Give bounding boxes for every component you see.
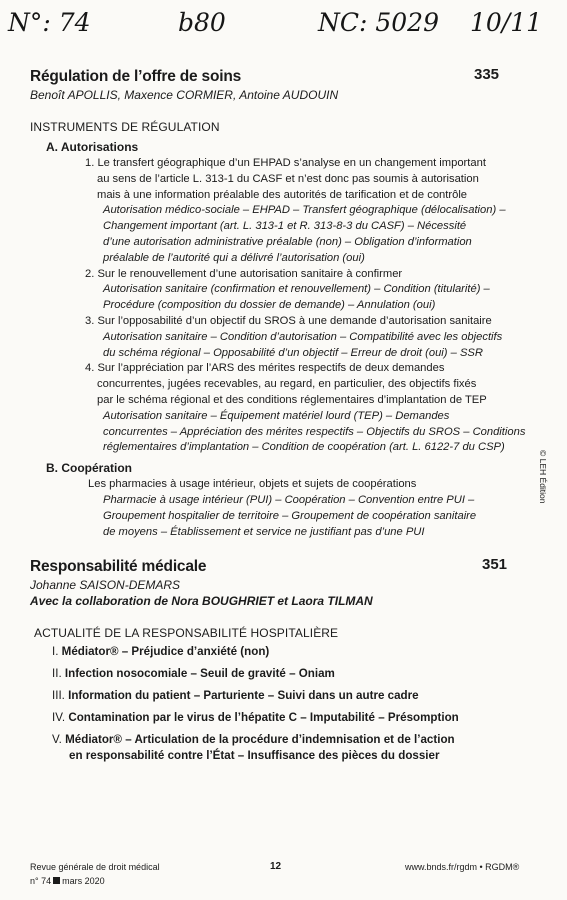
section-author: Johanne SAISON-DEMARS bbox=[30, 578, 181, 592]
cooperation-line: de moyens – Établissement et service ne justifiant pas d’une PUI bbox=[103, 526, 425, 538]
autorisation-line: 3. Sur l’opposabilité d’un objectif du SROS à une demande d’autorisation sanitaire bbox=[85, 315, 492, 327]
autorisation-line: concurrentes – Appréciation des mérites respectifs – Objectifs du SROS – Conditions bbox=[103, 425, 526, 438]
responsabilite-item bbox=[52, 645, 269, 658]
item-number: V. bbox=[52, 733, 66, 746]
footer-issue-date: mars 2020 bbox=[62, 876, 105, 886]
autorisation-line: Autorisation sanitaire – Condition d’autorisation – Compatibilité avec les objectifs bbox=[103, 330, 503, 343]
item-number: II. bbox=[52, 667, 65, 680]
autorisation-line: Procédure (composition du dossier de demande) – Annulation (oui) bbox=[103, 299, 436, 312]
handwritten-initials: b80 bbox=[178, 8, 226, 37]
responsabilite-item bbox=[52, 733, 455, 746]
autorisation-line: par le schéma régional et des conditions réglementaires d’implantation de TEP bbox=[97, 394, 487, 406]
footer-issue-number: n° 74 bbox=[30, 876, 52, 886]
item-number: III. bbox=[52, 689, 69, 702]
item-title: Contamination par le virus de l’hépatite C – Imputabilité – Présomption bbox=[68, 711, 459, 724]
square-bullet-icon bbox=[53, 877, 60, 884]
item-number: IV. bbox=[52, 711, 69, 724]
autorisation-line: concurrentes, jugées recevables, au regard, en particulier, des objectifs fixés bbox=[97, 378, 477, 391]
item-title: en responsabilité contre l’État – Insuffisance des pièces du dossier bbox=[69, 749, 440, 762]
section-title-responsabilite: Responsabilité médicale bbox=[30, 558, 207, 575]
item-title: Médiator® – Préjudice d’anxiété (non) bbox=[61, 645, 270, 658]
handwritten-fraction: 10/11 bbox=[470, 8, 543, 37]
autorisation-line: au sens de l’article L. 313-1 du CASF et n’est donc pas soumis à autorisation bbox=[97, 172, 479, 185]
section-heading: ACTUALITÉ DE LA RESPONSABILITÉ HOSPITALIÈRE bbox=[34, 626, 339, 640]
item-title: Infection nosocomiale – Seuil de gravité – Oniam bbox=[64, 667, 335, 680]
item-title: Médiator® – Articulation de la procédure d’indemnisation et de l’action bbox=[65, 733, 455, 746]
autorisation-line: Autorisation sanitaire (confirmation et renouvellement) – Condition (titularité) – bbox=[103, 283, 490, 296]
section-heading: INSTRUMENTS DE RÉGULATION bbox=[30, 120, 220, 134]
autorisation-line: réglementaires d’implantation – Condition de coopération (art. L. 6122-7 du CSP) bbox=[103, 441, 505, 454]
subheading-autorisations: A. Autorisations bbox=[46, 140, 139, 154]
handwritten-nc: NC: 5029 bbox=[318, 8, 439, 37]
section-page-number: 351 bbox=[482, 556, 508, 573]
item-title: Information du patient – Parturiente – Suivi dans un autre cadre bbox=[68, 689, 419, 702]
autorisation-line: mais à une information préalable des autorités de tarification et de contrôle bbox=[97, 188, 468, 201]
responsabilite-item bbox=[52, 689, 419, 702]
handwritten-reference: N°: 74 bbox=[8, 8, 91, 37]
autorisation-line: d’une autorisation administrative préalable (non) – Obligation d’information bbox=[103, 236, 472, 248]
section-authors: Benoît APOLLIS, Maxence CORMIER, Antoine AUDOUIN bbox=[30, 88, 339, 102]
section-collaboration: Avec la collaboration de Nora BOUGHRIET et Laora TILMAN bbox=[30, 594, 373, 608]
responsabilite-item bbox=[52, 711, 459, 724]
autorisation-line: préalable de l’autorité qui a délivré l’autorisation (oui) bbox=[103, 251, 365, 264]
responsabilite-item bbox=[52, 667, 335, 680]
cooperation-line: Les pharmacies à usage intérieur, objets et sujets de coopérations bbox=[88, 478, 417, 490]
cooperation-line: Groupement hospitalier de territoire – Groupement de coopération sanitaire bbox=[103, 510, 477, 522]
autorisation-line: 2. Sur le renouvellement d’une autorisation sanitaire à confirmer bbox=[85, 267, 403, 280]
responsabilite-item bbox=[69, 749, 439, 762]
autorisation-line: Changement important (art. L. 313-1 et R. 313-8-3 du CASF) – Nécessité bbox=[103, 220, 467, 233]
footer-website: www.bnds.fr/rgdm • RGDM® bbox=[405, 862, 520, 872]
copyright-side-text: © LEH Édition bbox=[538, 450, 548, 504]
autorisation-line: du schéma régional – Opposabilité d’un objectif – Erreur de droit (oui) – SSR bbox=[103, 346, 483, 359]
footer-journal: Revue générale de droit médical bbox=[30, 862, 160, 872]
section-title-regulation: Régulation de l’offre de soins bbox=[30, 68, 242, 85]
cooperation-line: Pharmacie à usage intérieur (PUI) – Coopération – Convention entre PUI – bbox=[103, 494, 475, 506]
autorisation-line: Autorisation sanitaire – Équipement matériel lourd (TEP) – Demandes bbox=[103, 409, 450, 422]
footer-page-number: 12 bbox=[270, 861, 282, 872]
section-page-number: 335 bbox=[474, 66, 500, 83]
autorisation-line: Autorisation médico-sociale – EHPAD – Transfert géographique (délocalisation) – bbox=[103, 204, 506, 217]
item-number: I. bbox=[52, 645, 62, 658]
autorisation-line: 4. Sur l’appréciation par l’ARS des mérites respectifs de deux demandes bbox=[85, 362, 445, 375]
autorisation-line: 1. Le transfert géographique d’un EHPAD s’analyse en un changement important bbox=[85, 157, 486, 169]
subheading-cooperation: B. Coopération bbox=[46, 461, 132, 475]
footer-issue bbox=[30, 876, 105, 886]
